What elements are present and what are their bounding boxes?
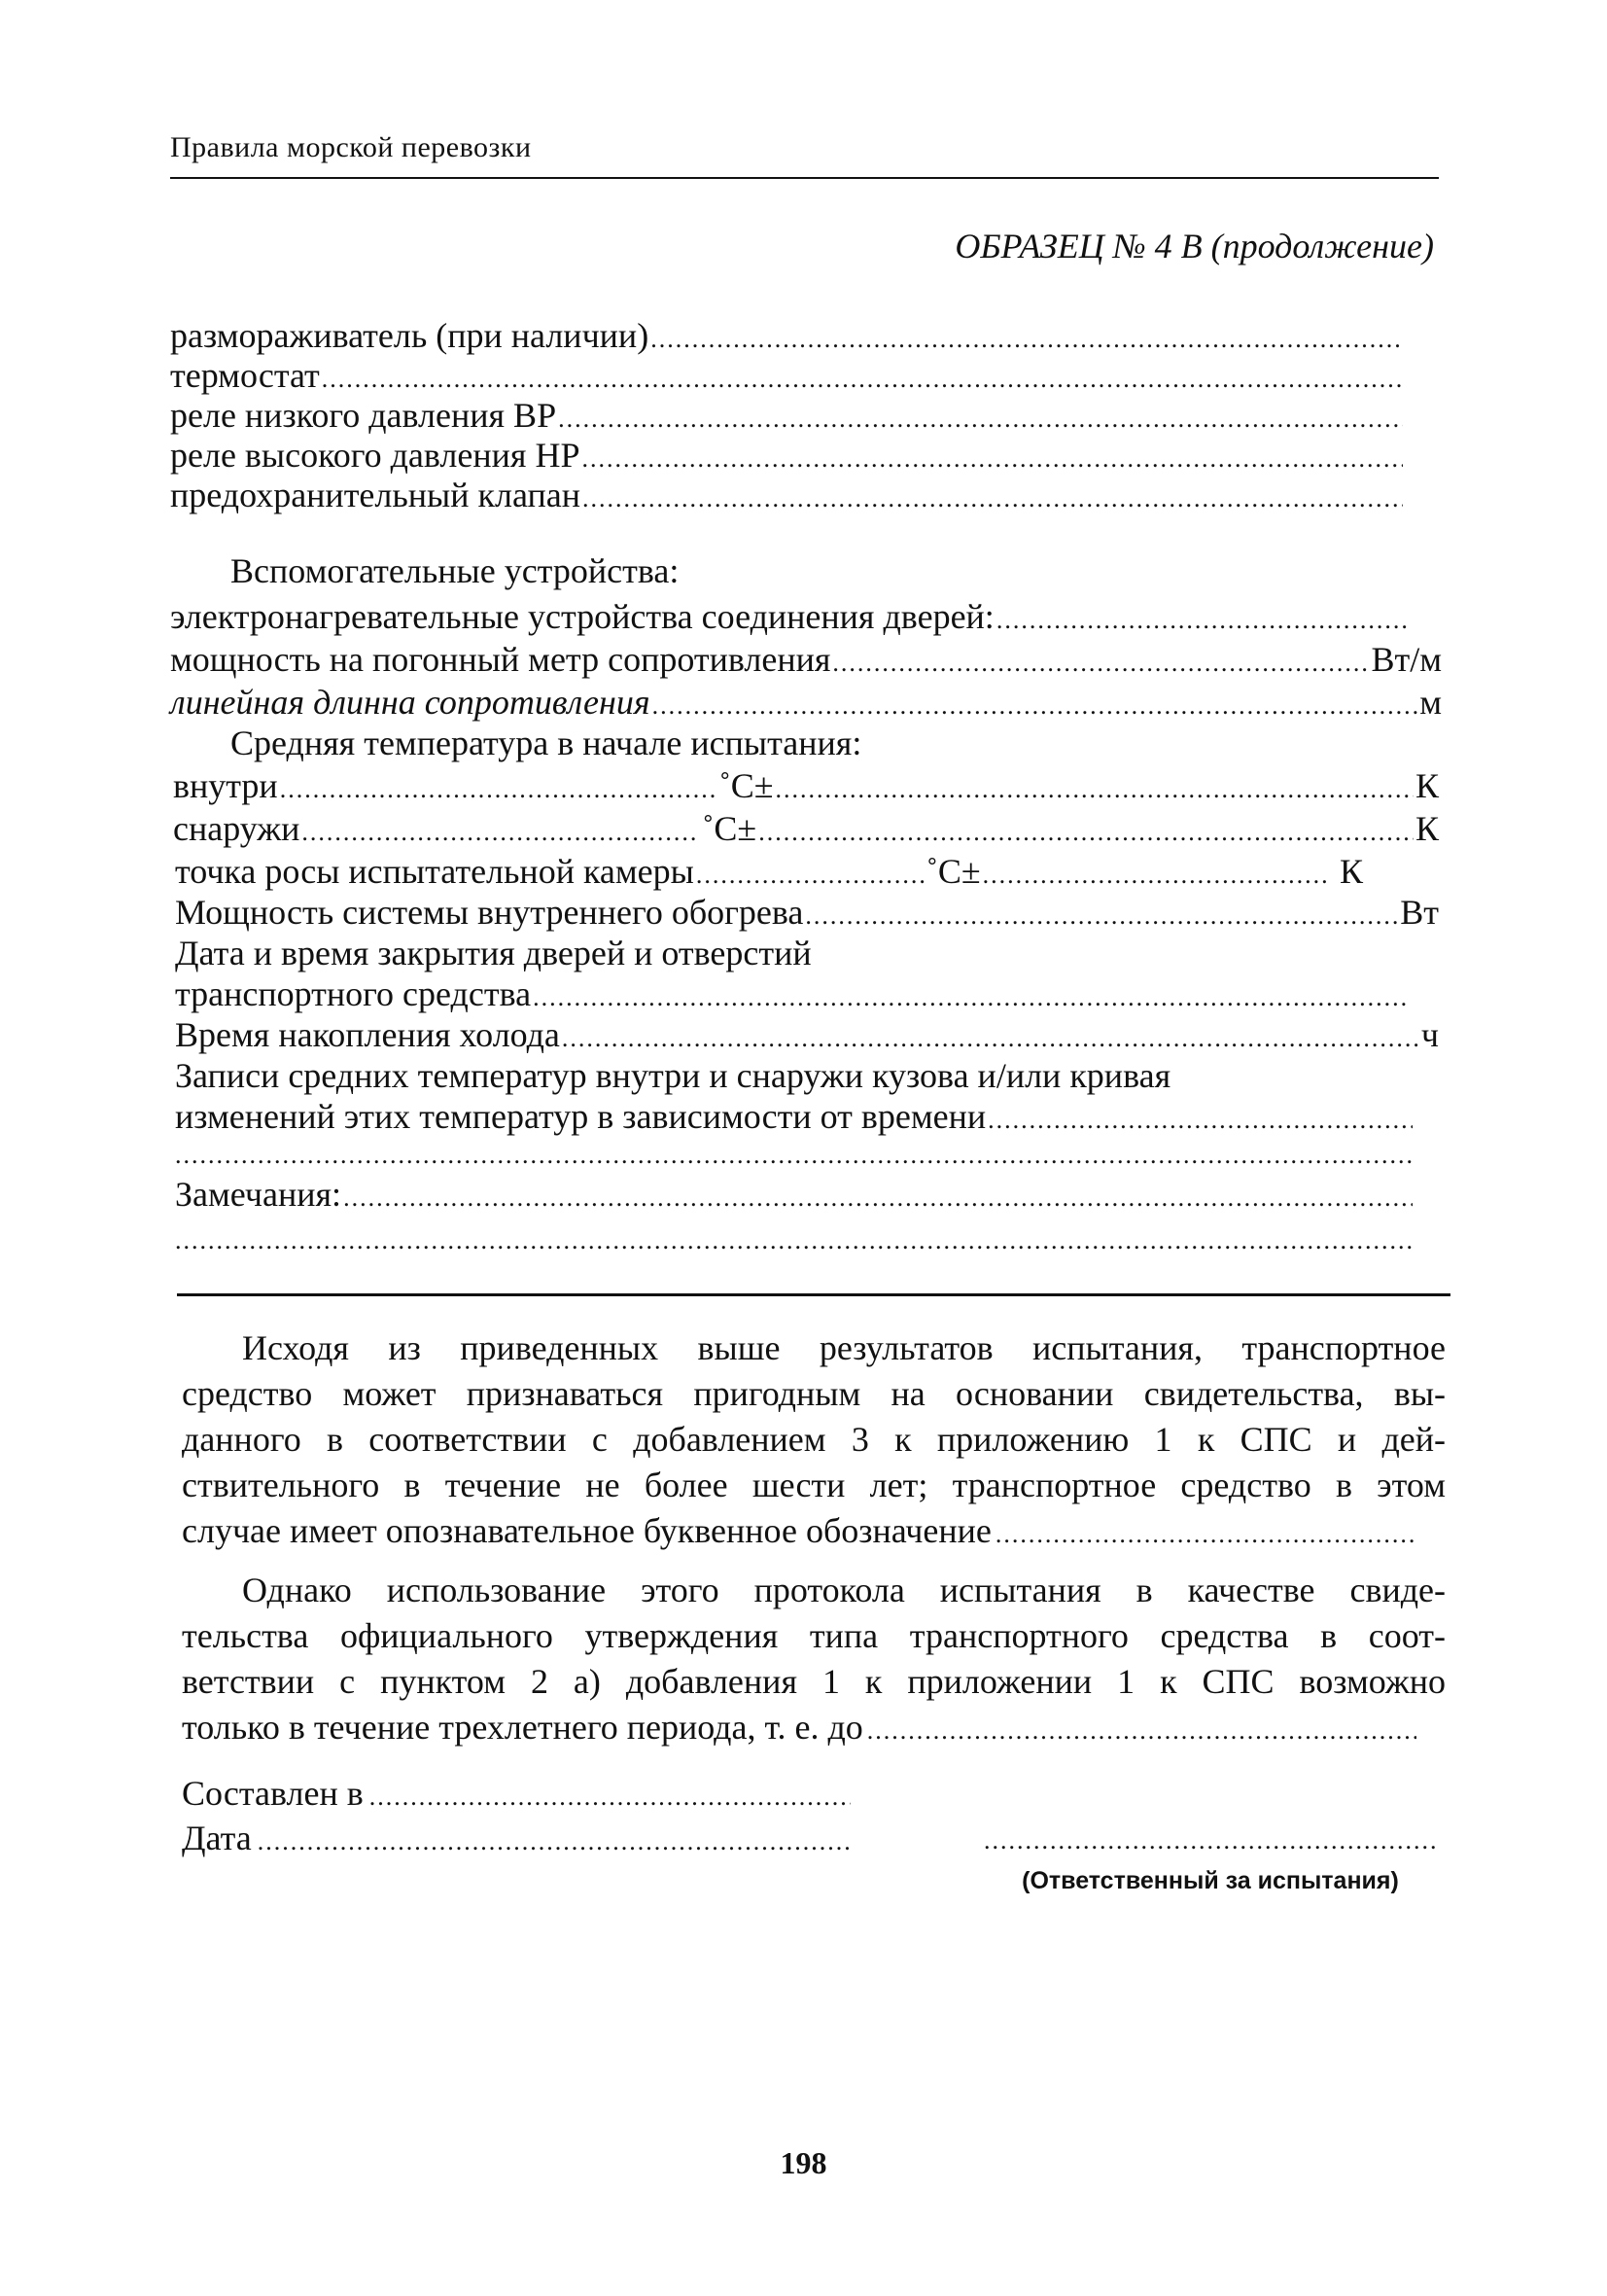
dot-leader	[996, 599, 1408, 642]
blank-dotted-line	[175, 1219, 1415, 1262]
field-linear-length	[170, 681, 1442, 727]
auxiliary-heading: Вспомогательные устройства:	[230, 551, 680, 590]
closing-time-label: Дата и время закрытия дверей и отверстий	[175, 934, 812, 972]
field-label: снаружи	[173, 809, 300, 848]
field-label: электронагревательные устройства соединения дверей:	[170, 597, 995, 636]
conclusion-paragraph-1	[182, 1325, 1446, 1557]
paragraph-line	[182, 1705, 1416, 1753]
header-rule	[170, 177, 1439, 179]
field-closing-time	[175, 972, 1410, 1019]
dot-leader	[343, 1177, 1413, 1219]
field-label: предохранительный клапан	[170, 476, 580, 514]
conclusion-paragraph-2	[182, 1568, 1446, 1753]
signature-line	[984, 1826, 1439, 1855]
field-compiled-in	[182, 1772, 853, 1819]
field-label: Время накопления холода	[175, 1015, 560, 1054]
field-label: точка росы испытательной камеры	[175, 852, 694, 891]
field-label: изменений этих температур в зависимости от времени	[175, 1097, 987, 1136]
unit-label: ˚С±	[926, 852, 981, 891]
paragraph-line	[182, 1508, 1416, 1557]
unit-label: Вт	[1400, 893, 1439, 932]
blank-dotted-line	[175, 1134, 1415, 1177]
unit-label: К	[1339, 852, 1363, 891]
records-label: Записи средних температур внутри и снаружи кузова и/или кривая	[175, 1056, 1171, 1095]
dot-leader	[805, 895, 1398, 937]
dot-leader	[280, 768, 717, 811]
paragraph-line: ветствии с пунктом 2 а) добавления 1 к приложении 1 к СПС возможно	[182, 1662, 1446, 1701]
dot-leader	[867, 1708, 1416, 1753]
field-date	[182, 1817, 853, 1863]
dot-leader	[996, 1511, 1416, 1557]
field-power-per-meter	[170, 638, 1442, 685]
field-label: размораживатель (при наличии)	[170, 316, 649, 355]
unit-label: м	[1419, 683, 1442, 722]
page-number: 198	[780, 2145, 827, 2180]
field-label: внутри	[173, 766, 278, 805]
unit-label: ˚С±	[718, 766, 774, 805]
field-safety-valve	[170, 474, 1405, 520]
dot-leader	[301, 811, 700, 854]
temperature-heading: Средняя температура в начале испытания:	[230, 724, 862, 762]
paragraph-line: Исходя из приведенных выше результатов испытания, транспортное	[242, 1328, 1446, 1367]
field-temp-inside	[173, 764, 1439, 811]
dot-leader	[258, 1820, 851, 1863]
dot-leader	[175, 1134, 1415, 1177]
paragraph-line: средство может признаваться пригодным на основании свидетельства, вы-	[182, 1374, 1446, 1413]
dot-leader	[369, 1776, 851, 1819]
paragraph-line: данного в соответствии с добавлением 3 к приложению 1 к СПС и дей-	[182, 1420, 1446, 1459]
running-header: Правила морской перевозки	[170, 131, 532, 163]
field-label: Замечания:	[175, 1175, 342, 1214]
unit-label: ч	[1420, 1015, 1439, 1054]
field-label: только в течение трехлетнего периода, т. е. до	[182, 1708, 863, 1747]
field-label: Дата	[182, 1819, 252, 1857]
field-dew-point	[175, 850, 1363, 897]
unit-label: Вт/м	[1371, 640, 1442, 679]
field-door-heaters	[170, 595, 1410, 642]
field-heating-power	[175, 891, 1439, 937]
field-cold-accumulation	[175, 1013, 1439, 1060]
paragraph-line: Однако использование этого протокола испытания в качестве свиде-	[242, 1571, 1446, 1609]
field-remarks	[175, 1173, 1415, 1219]
field-label: термостат	[170, 356, 320, 395]
field-label: Составлен в	[182, 1774, 364, 1813]
unit-label: К	[1415, 766, 1439, 805]
field-temp-outside	[173, 807, 1439, 854]
field-label: Мощность системы внутреннего обогрева	[175, 893, 804, 932]
dot-leader	[175, 1219, 1415, 1262]
section-rule	[177, 1293, 1450, 1296]
dot-leader	[582, 477, 1403, 520]
field-label: реле низкого давления BP	[170, 396, 557, 435]
field-label: мощность на погонный метр сопротивления	[170, 640, 831, 679]
dot-leader	[775, 768, 1414, 811]
form-title: ОБРАЗЕЦ № 4 В (продолжение)	[955, 227, 1434, 265]
dot-leader	[758, 811, 1414, 854]
paragraph-line: тельства официального утверждения типа транспортного средства в соот-	[182, 1616, 1446, 1655]
field-label: линейная длинна сопротивления	[170, 683, 650, 722]
field-label: транспортного средства	[175, 974, 532, 1013]
paragraph-line: ствительного в течение не более шести лет; транспортное средство в этом	[182, 1466, 1446, 1504]
unit-label: ˚С±	[702, 809, 757, 848]
field-label: реле высокого давления HP	[170, 436, 580, 475]
signature-caption: (Ответственный за испытания)	[1022, 1867, 1399, 1894]
field-label: случае имеет опознавательное буквенное обозначение	[182, 1511, 992, 1550]
dot-leader	[832, 642, 1369, 685]
unit-label: К	[1415, 809, 1439, 848]
